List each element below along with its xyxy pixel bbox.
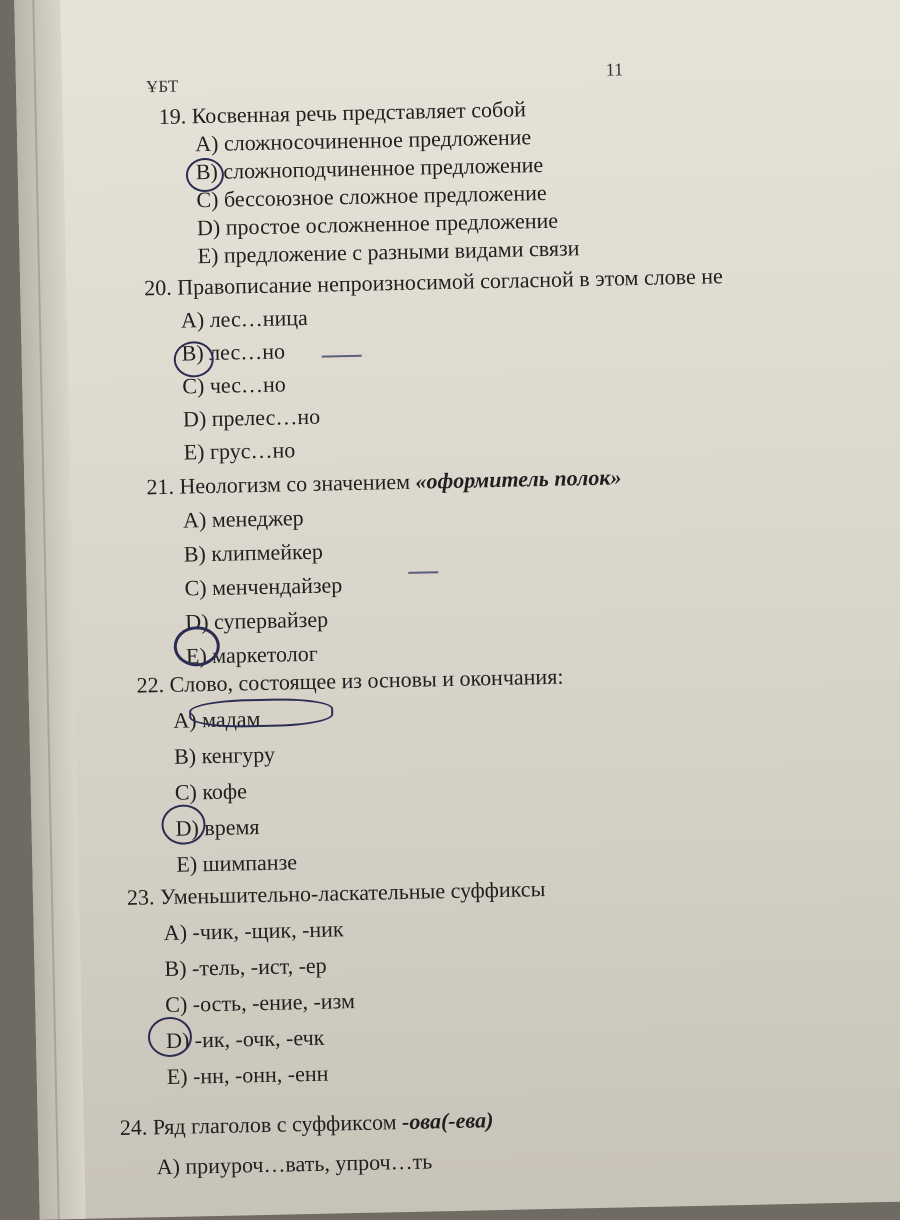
- book-page: [14, 0, 900, 1220]
- option-b: B) сложноподчиненное предложение: [195, 151, 544, 185]
- option-a: A) лес…ница: [180, 304, 309, 333]
- option-a: A) сложносочиненное предложение: [194, 124, 532, 157]
- question-stem: [119, 1100, 493, 1148]
- option-b: B) -тель, -ист, -ер: [164, 952, 327, 982]
- question-20: [144, 259, 727, 469]
- option-b: B) кенгуру: [173, 741, 276, 769]
- question-24: [119, 1100, 494, 1188]
- question-23: [127, 871, 550, 1096]
- option-a: A) -чик, -щик, -ник: [163, 916, 344, 946]
- option-a: A) приуроч…вать, упроч…ть: [156, 1148, 433, 1180]
- option-a: A) менеджер: [182, 505, 304, 533]
- stem-text: 21. Неологизм со значением: [146, 468, 416, 500]
- option-c: C) кофе: [174, 778, 248, 805]
- option-c: C) бессоюзное сложное предложение: [196, 179, 547, 213]
- option-e: E) маркетолог: [185, 640, 318, 669]
- option-d: D) -ик, -очк, -ечк: [165, 1024, 325, 1054]
- question-22: [136, 659, 567, 884]
- option-d: D) супервайзер: [185, 606, 329, 635]
- option-c: C) чес…но: [182, 371, 286, 399]
- option-e: E) шимпанзе: [176, 849, 298, 877]
- page-number: 11: [605, 59, 624, 80]
- stem-italic: -ова(-ева): [401, 1107, 494, 1135]
- running-header: ҰБТ: [145, 76, 179, 97]
- page-gutter: [14, 0, 86, 1220]
- option-e: E) -нн, -онн, -енн: [166, 1060, 329, 1090]
- option-c: C) -ость, -ение, -изм: [165, 988, 356, 1018]
- option-b: B) лес…но: [181, 338, 286, 366]
- question-stem: 19. Косвенная речь представляет собой: [158, 96, 527, 129]
- stem-italic: «оформитель полок»: [415, 464, 622, 494]
- question-stem: 20. Правописание непроизносимой согласной в этом слове не: [144, 263, 723, 301]
- option-d: D) время: [175, 814, 260, 841]
- option-e: E) предложение с разными видами связи: [197, 235, 580, 269]
- option-e: E) грус…но: [183, 437, 296, 465]
- option-d: D) простое осложненное предложение: [196, 207, 559, 241]
- option-a: A) мадам: [173, 706, 261, 733]
- question-stem: 22. Слово, состоящее из основы и окончания:: [136, 663, 564, 698]
- option-c: C) менчендайзер: [184, 572, 343, 601]
- question-stem: 23. Уменьшительно-ласкательные суффиксы: [126, 876, 546, 910]
- option-b: B) клипмейкер: [183, 538, 324, 567]
- stem-text: 24. Ряд глаголов с суффиксом: [119, 1109, 403, 1141]
- option-d: D) прелес…но: [182, 403, 321, 432]
